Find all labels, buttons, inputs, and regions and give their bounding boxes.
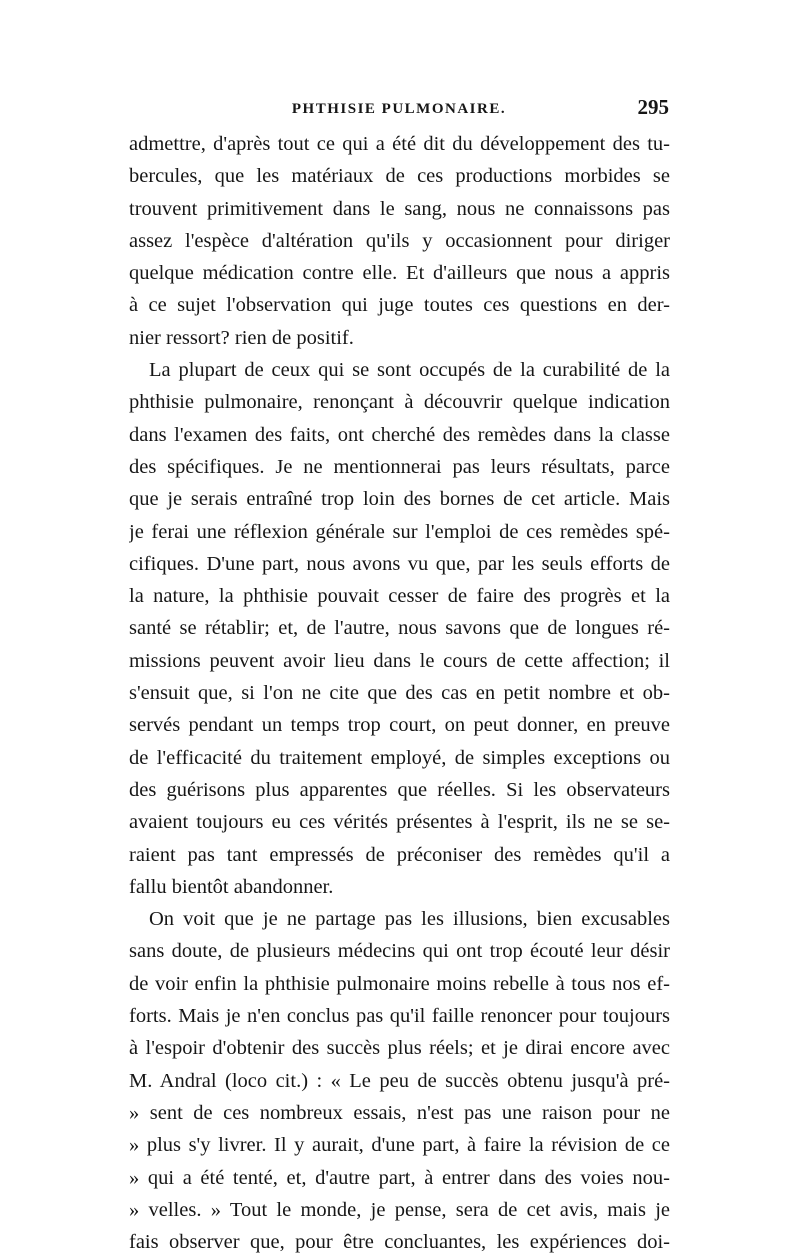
text-line: la nature, la phthisie pouvait cesser de faire des progrès et la <box>129 585 670 608</box>
text-line: trouvent primitivement dans le sang, nous ne connaissons pas <box>129 197 670 220</box>
text-line: quelque médication contre elle. Et d'ailleurs que nous a appris <box>129 262 670 285</box>
text-line: dans l'examen des faits, ont cherché des remèdes dans la classe <box>129 423 670 446</box>
text-line: de voir enfin la phthisie pulmonaire moins rebelle à tous nos ef- <box>129 972 670 995</box>
text-line: nier ressort? rien de positif. <box>129 326 354 349</box>
text-line: M. Andral (loco cit.) : « Le peu de succès obtenu jusqu'à pré- <box>129 1069 670 1092</box>
text-line: que je serais entraîné trop loin des bornes de cet article. Mais <box>129 488 670 511</box>
text-line: On voit que je ne partage pas les illusions, bien excusables <box>149 908 670 931</box>
text-line: forts. Mais je n'en conclus pas qu'il faille renoncer pour toujours <box>129 1005 670 1028</box>
text-line: santé se rétablir; et, de l'autre, nous savons que de longues ré- <box>129 617 670 640</box>
text-line: fallu bientôt abandonner. <box>129 875 334 898</box>
text-line: sans doute, de plusieurs médecins qui ont trop écouté leur désir <box>129 940 670 963</box>
page-header <box>129 95 669 125</box>
body-text <box>129 128 670 1258</box>
text-line: des spécifiques. Je ne mentionnerai pas leurs résultats, parce <box>129 455 670 478</box>
text-line: servés pendant un temps trop court, on peut donner, en preuve <box>129 714 670 737</box>
text-line: » plus s'y livrer. Il y aurait, d'une part, à faire la révision de ce <box>129 1134 670 1157</box>
text-line: à l'espoir d'obtenir des succès plus réels; et je dirai encore avec <box>129 1037 670 1060</box>
text-line: fais observer que, pour être concluantes, les expériences doi- <box>129 1231 670 1254</box>
page-number: 295 <box>637 95 669 119</box>
text-line: bercules, que les matériaux de ces productions morbides se <box>129 165 670 188</box>
text-line: » velles. » Tout le monde, je pense, sera de cet avis, mais je <box>129 1198 670 1221</box>
text-line: s'ensuit que, si l'on ne cite que des cas en petit nombre et ob- <box>129 682 670 705</box>
text-line: » qui a été tenté, et, d'autre part, à entrer dans des voies nou- <box>129 1166 670 1189</box>
text-line: à ce sujet l'observation qui juge toutes ces questions en der- <box>129 294 670 317</box>
text-line: missions peuvent avoir lieu dans le cours de cette affection; il <box>129 649 670 672</box>
text-line: phthisie pulmonaire, renonçant à découvrir quelque indication <box>129 391 670 414</box>
text-line: raient pas tant empressés de préconiser des remèdes qu'il a <box>129 843 670 866</box>
text-line: » sent de ces nombreux essais, n'est pas une raison pour ne <box>129 1101 670 1124</box>
text-line: La plupart de ceux qui se sont occupés de la curabilité de la <box>149 359 670 382</box>
text-line: admettre, d'après tout ce qui a été dit du développement des tu- <box>129 133 670 155</box>
text-line: des guérisons plus apparentes que réelles. Si les observateurs <box>129 778 670 801</box>
text-line: je ferai une réflexion générale sur l'emploi de ces remèdes spé- <box>129 520 670 543</box>
text-line: de l'efficacité du traitement employé, de simples exceptions ou <box>129 746 670 769</box>
text-line: avaient toujours eu ces vérités présentes à l'esprit, ils ne se se- <box>129 811 670 834</box>
text-line: assez l'espèce d'altération qu'ils y occasionnent pour diriger <box>129 229 670 252</box>
running-title: PHTHISIE PULMONAIRE. <box>291 101 507 117</box>
text-line: cifiques. D'une part, nous avons vu que, par les seuls efforts de <box>129 552 670 575</box>
